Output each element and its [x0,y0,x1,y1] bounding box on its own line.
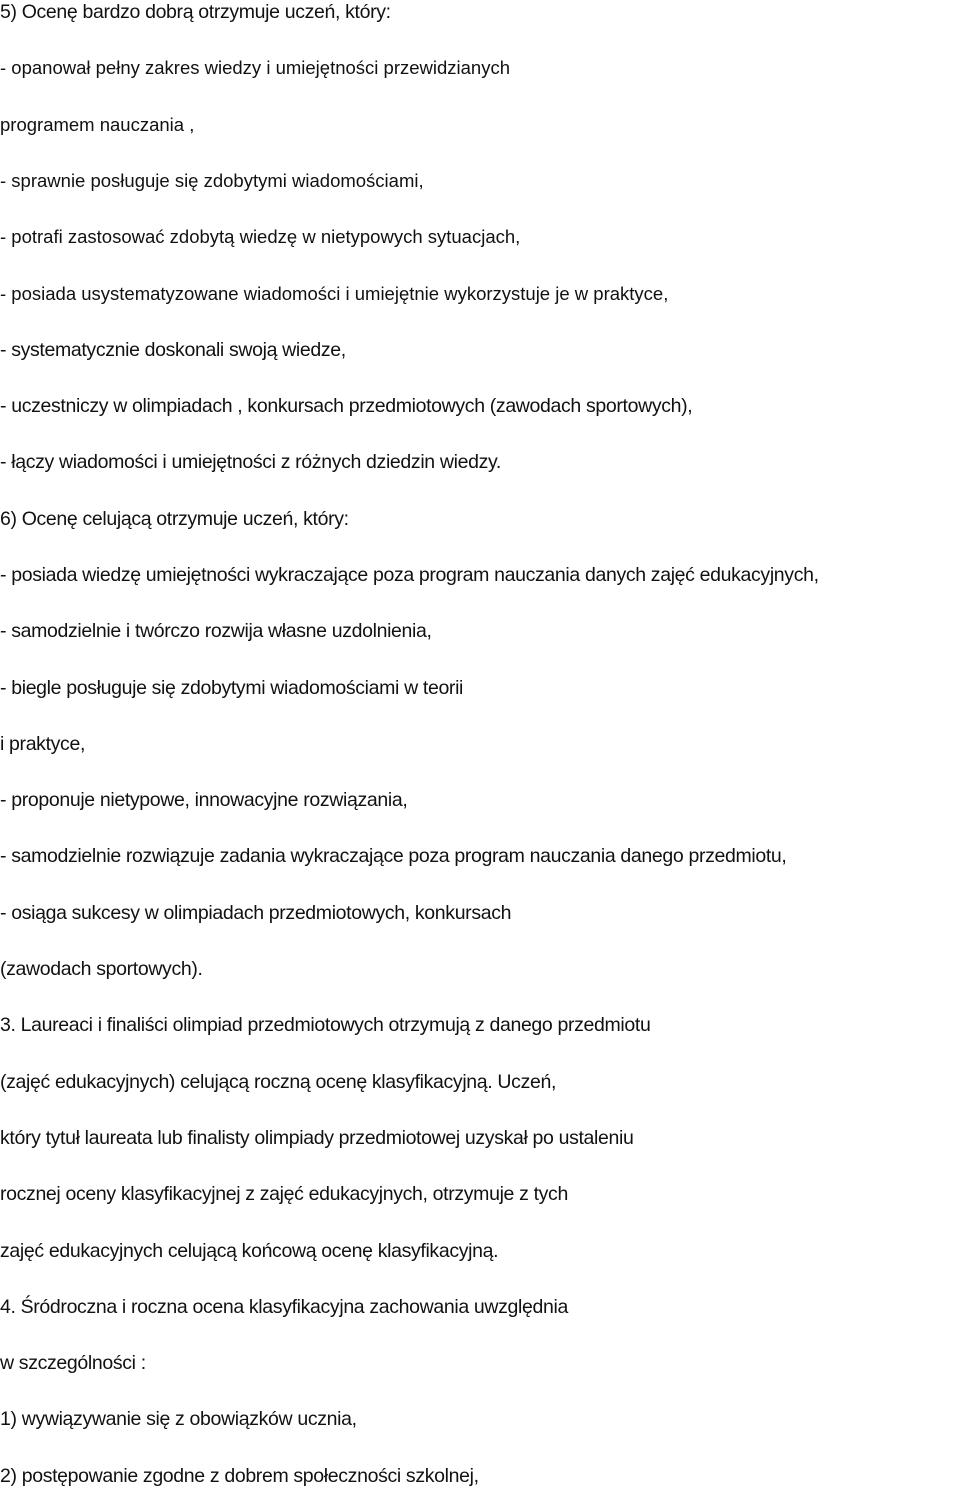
text-line: - samodzielnie i twórczo rozwija własne uzdolnienia, [0,620,432,642]
text-line: i praktyce, [0,733,86,755]
text-line: - systematycznie doskonali swoją wiedze, [0,339,346,361]
text-line: (zawodach sportowych). [0,958,203,980]
text-line: 3. Laureaci i finaliści olimpiad przedmiotowych otrzymują z danego przedmiotu [0,1014,651,1036]
text-line: 6) Ocenę celującą otrzymuje uczeń, który: [0,508,349,530]
text-line: - potrafi zastosować zdobytą wiedzę w nietypowych sytuacjach, [0,226,521,247]
text-line: rocznej oceny klasyfikacyjnej z zajęć edukacyjnych, otrzymuje z tych [0,1183,568,1205]
text-line: - opanował pełny zakres wiedzy i umiejętności przewidzianych [0,57,511,78]
text-line: - łączy wiadomości i umiejętności z różnych dziedzin wiedzy. [0,451,501,473]
text-line: - proponuje nietypowe, innowacyjne rozwiązania, [0,789,408,811]
text-line: - biegle posługuje się zdobytymi wiadomościami w teorii [0,677,464,699]
text-line: zajęć edukacyjnych celującą końcową ocenę klasyfikacyjną. [0,1240,499,1262]
text-line: 1) wywiązywanie się z obowiązków ucznia, [0,1408,357,1430]
text-line: w szczególności : [0,1352,146,1374]
text-line: 2) postępowanie zgodne z dobrem społeczności szkolnej, [0,1465,479,1487]
text-line: (zajęć edukacyjnych) celującą roczną ocenę klasyfikacyjną. Uczeń, [0,1071,557,1093]
text-line: - posiada wiedzę umiejętności wykraczające poza program nauczania danych zajęć edukacyjnych, [0,564,819,586]
text-line: - uczestniczy w olimpiadach , konkursach przedmiotowych (zawodach sportowych), [0,395,693,417]
text-line: 4. Śródroczna i roczna ocena klasyfikacyjna zachowania uwzględnia [0,1296,568,1318]
text-line: 5) Ocenę bardzo dobrą otrzymuje uczeń, który: [0,1,391,23]
text-line: - samodzielnie rozwiązuje zadania wykraczające poza program nauczania danego przedmiotu, [0,845,787,867]
text-line: - posiada usystematyzowane wiadomości i umiejętnie wykorzystuje je w praktyce, [0,283,669,304]
text-line: - sprawnie posługuje się zdobytymi wiadomościami, [0,170,424,191]
text-line: - osiąga sukcesy w olimpiadach przedmiotowych, konkursach [0,902,512,924]
text-line: który tytuł laureata lub finalisty olimpiady przedmiotowej uzyskał po ustaleniu [0,1127,634,1149]
text-line: programem nauczania , [0,114,195,135]
